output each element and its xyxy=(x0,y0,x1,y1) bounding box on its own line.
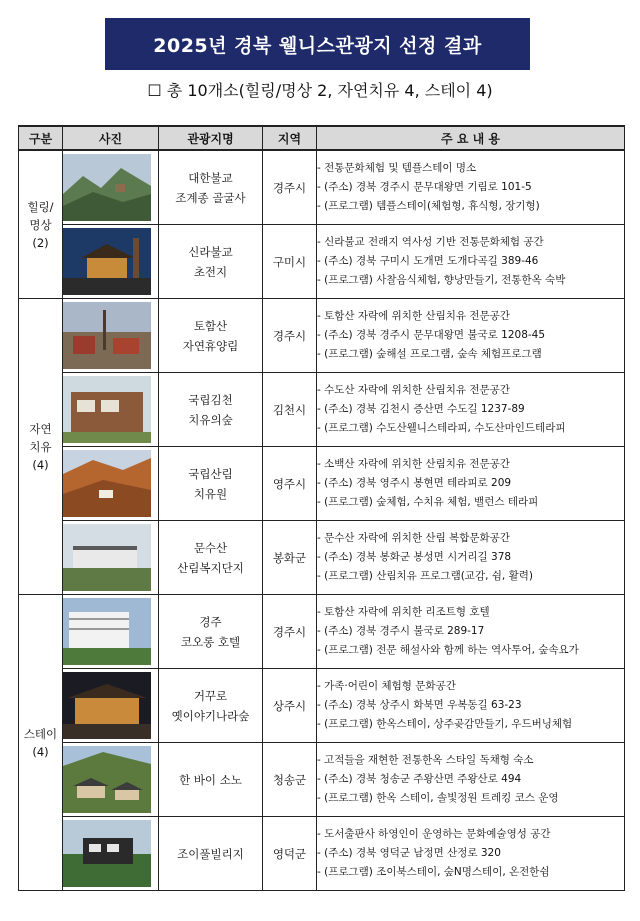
site-name: 토함산 자연휴양림 xyxy=(159,299,263,373)
site-region: 봉화군 xyxy=(263,521,317,595)
category-line1: 자연 xyxy=(29,421,52,436)
site-address: - (주소) 경북 경주시 불국로 289-17 xyxy=(317,625,485,637)
site-name: 문수산 산림복지단지 xyxy=(159,521,263,595)
photo-cell xyxy=(63,150,159,225)
site-content xyxy=(317,669,625,743)
summary-line: ☐ 총 10개소(힐링/명상 2, 자연치유 4, 스테이 4) xyxy=(147,81,493,100)
photo-night-temple xyxy=(63,228,151,295)
site-content xyxy=(317,521,625,595)
header-photo: 사진 xyxy=(63,126,159,150)
site-description: - 도서출판사 하영인이 운영하는 문화예술영성 공간 xyxy=(317,828,551,840)
category-count: (2) xyxy=(32,235,49,250)
table-header-row xyxy=(19,126,625,150)
category-line2: 치유 xyxy=(29,439,52,454)
site-content xyxy=(317,817,625,891)
site-description: - 가족·어린이 체험형 문화공간 xyxy=(317,680,456,692)
site-region: 청송군 xyxy=(263,743,317,817)
site-address: - (주소) 경북 영주시 봉현면 테라피로 209 xyxy=(317,477,512,489)
site-content xyxy=(317,225,625,299)
site-description: - 소백산 자락에 위치한 산림치유 전문공간 xyxy=(317,458,510,470)
site-content xyxy=(317,373,625,447)
site-region: 상주시 xyxy=(263,669,317,743)
header-site-name: 관광지명 xyxy=(159,126,263,150)
photo-temple-mountain xyxy=(63,154,151,221)
photo-cell xyxy=(63,595,159,669)
photo-hanok-night xyxy=(63,672,151,739)
site-address: - (주소) 경북 김천시 증산면 수도길 1237-89 xyxy=(317,403,525,415)
site-description: - 전통문화체험 및 템플스테이 명소 xyxy=(317,162,477,174)
photo-forest-complex xyxy=(63,524,151,591)
site-description: - 신라불교 전래지 역사성 기반 전통문화체험 공간 xyxy=(317,236,544,248)
site-content xyxy=(317,299,625,373)
site-program: - (프로그램) 산림치유 프로그램(교감, 쉼, 활력) xyxy=(317,570,533,582)
site-address: - (주소) 경북 구미시 도개면 도개다곡길 389-46 xyxy=(317,255,539,267)
header-category: 구분 xyxy=(19,126,63,150)
category-healing xyxy=(19,150,63,299)
category-count: (4) xyxy=(32,744,49,759)
category-count: (4) xyxy=(32,457,49,472)
site-name: 국립산림 치유원 xyxy=(159,447,263,521)
table-row xyxy=(19,669,625,743)
site-program: - (프로그램) 사찰음식체험, 향낭만들기, 전통한옥 숙박 xyxy=(317,274,566,286)
table-row xyxy=(19,299,625,373)
site-region: 영주시 xyxy=(263,447,317,521)
photo-healing-center xyxy=(63,376,151,443)
site-name: 거꾸로 옛이야기나라숲 xyxy=(159,669,263,743)
photo-cell xyxy=(63,669,159,743)
site-program: - (프로그램) 템플스테이(체험형, 휴식형, 장기형) xyxy=(317,200,540,212)
site-name: 국립김천 치유의숲 xyxy=(159,373,263,447)
page-title: 2025년 경북 웰니스관광지 선정 결과 xyxy=(105,18,530,70)
table-row xyxy=(19,595,625,669)
table-row xyxy=(19,743,625,817)
table-row xyxy=(19,373,625,447)
photo-cell xyxy=(63,447,159,521)
site-content xyxy=(317,447,625,521)
site-address: - (주소) 경북 봉화군 봉성면 시거리길 378 xyxy=(317,551,512,563)
site-address: - (주소) 경북 영덕군 남정면 산정로 320 xyxy=(317,847,501,859)
photo-cell xyxy=(63,817,159,891)
site-name: 조이풀빌리지 xyxy=(159,817,263,891)
category-line1: 힐링/ xyxy=(27,199,54,214)
site-region: 경주시 xyxy=(263,299,317,373)
site-content xyxy=(317,150,625,225)
site-description: - 문수산 자락에 위치한 산림 복합문화공간 xyxy=(317,532,510,544)
site-description: - 토함산 자락에 위치한 리조트형 호텔 xyxy=(317,606,490,618)
photo-village-building xyxy=(63,820,151,887)
site-address: - (주소) 경북 상주시 화북면 우복동길 63-23 xyxy=(317,699,522,711)
photo-cell xyxy=(63,225,159,299)
photo-cell xyxy=(63,373,159,447)
site-program: - (프로그램) 한옥 스테이, 솔빛정원 트레킹 코스 운영 xyxy=(317,792,559,804)
site-description: - 토함산 자락에 위치한 산림치유 전문공간 xyxy=(317,310,510,322)
photo-forest-cabins xyxy=(63,302,151,369)
site-content xyxy=(317,595,625,669)
site-program: - (프로그램) 숲체험, 수치유 체험, 밸런스 테라피 xyxy=(317,496,539,508)
site-program: - (프로그램) 한옥스테이, 상주곶감만들기, 우드버닝체험 xyxy=(317,718,573,730)
site-region: 김천시 xyxy=(263,373,317,447)
photo-cell xyxy=(63,299,159,373)
table-row xyxy=(19,817,625,891)
table-row xyxy=(19,225,625,299)
category-line1: 스테이 xyxy=(23,726,58,741)
site-program: - (프로그램) 숲해설 프로그램, 숲속 체험프로그램 xyxy=(317,348,542,360)
table-row xyxy=(19,521,625,595)
site-content xyxy=(317,743,625,817)
site-program: - (프로그램) 조이북스테이, 숲N명스테이, 온전한쉼 xyxy=(317,866,550,878)
site-program: - (프로그램) 전문 해설사와 함께 하는 역사투어, 숲속요가 xyxy=(317,644,579,656)
table-row xyxy=(19,150,625,225)
site-name: 신라불교 초전지 xyxy=(159,225,263,299)
site-address: - (주소) 경북 경주시 문무대왕면 기림로 101-5 xyxy=(317,181,532,193)
results-table xyxy=(18,125,625,891)
header-content: 주 요 내 용 xyxy=(317,126,625,150)
photo-autumn-valley xyxy=(63,450,151,517)
site-program: - (프로그램) 수도산웰니스테라피, 수도산마인드테라피 xyxy=(317,422,566,434)
site-description: - 수도산 자락에 위치한 산림치유 전문공간 xyxy=(317,384,510,396)
site-region: 경주시 xyxy=(263,595,317,669)
site-region: 영덕군 xyxy=(263,817,317,891)
site-region: 구미시 xyxy=(263,225,317,299)
site-name: 한 바이 소노 xyxy=(159,743,263,817)
photo-hanok-village xyxy=(63,746,151,813)
photo-resort-hotel xyxy=(63,598,151,665)
site-description: - 고적들을 재현한 전통한옥 스타일 독채형 숙소 xyxy=(317,754,534,766)
site-name: 경주 코오롱 호텔 xyxy=(159,595,263,669)
site-region: 경주시 xyxy=(263,150,317,225)
photo-cell xyxy=(63,743,159,817)
site-address: - (주소) 경북 청송군 주왕산면 주왕산로 494 xyxy=(317,773,522,785)
table-row xyxy=(19,447,625,521)
category-stay xyxy=(19,595,63,891)
photo-cell xyxy=(63,521,159,595)
site-address: - (주소) 경북 경주시 문무대왕면 불국로 1208-45 xyxy=(317,329,546,341)
site-name: 대한불교 조계종 골굴사 xyxy=(159,150,263,225)
header-region: 지역 xyxy=(263,126,317,150)
category-line2: 명상 xyxy=(29,217,52,232)
category-nature-healing xyxy=(19,299,63,595)
